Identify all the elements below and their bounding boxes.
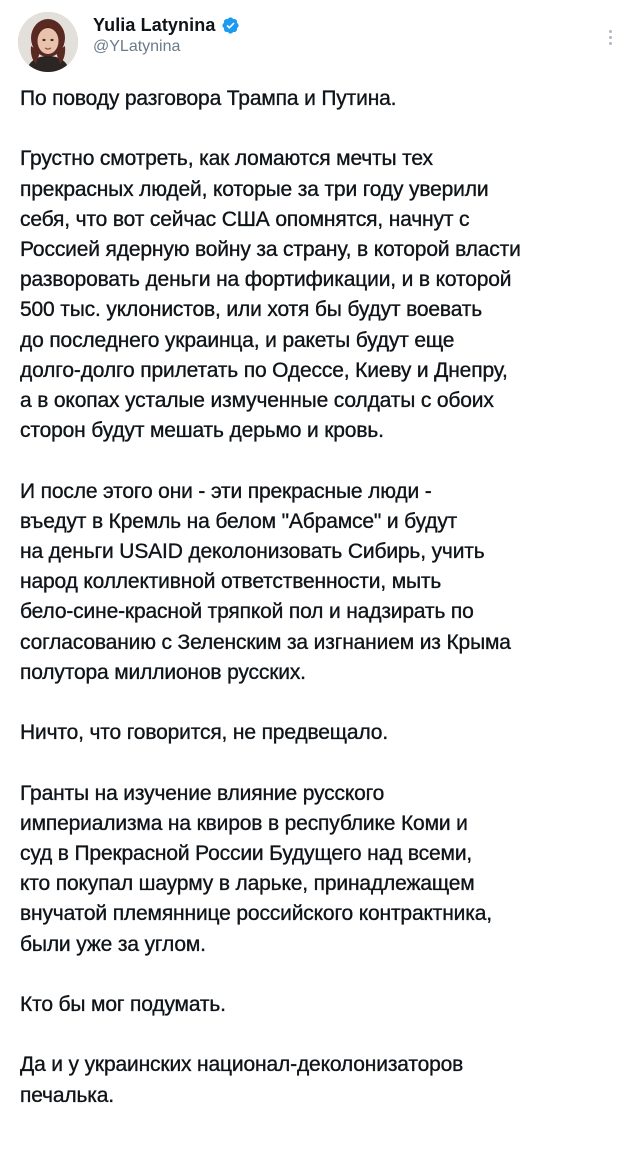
author-handle[interactable]: @YLatynina — [93, 37, 181, 55]
tweet-line: 500 тыс. уклонистов, или хотя бы будут воевать — [20, 298, 483, 322]
tweet-paragraph — [20, 144, 620, 446]
tweet-line: кто покупал шаурму в ларьке, принадлежащем — [20, 872, 475, 896]
tweet-line: до последнего украинца, и ракеты будут еще — [20, 328, 455, 352]
tweet-line: Ничто, что говорится, не предвещало. — [20, 721, 389, 745]
tweet-paragraph — [20, 477, 620, 688]
tweet-line: И после этого они - эти прекрасные люди - — [20, 479, 432, 503]
author-identity — [93, 15, 240, 56]
tweet-line: а в окопах усталые измученные солдаты с обоих — [20, 389, 494, 413]
tweet-line: прекрасных людей, которые за три году уверили — [20, 177, 489, 201]
avatar[interactable] — [18, 12, 78, 72]
tweet-line: были уже за углом. — [20, 932, 206, 956]
tweet-line: внучатой племяннице российского контрактника, — [20, 902, 492, 926]
tweet-paragraph — [20, 779, 620, 960]
tweet-line: печалька. — [20, 1083, 114, 1107]
tweet-line: Грустно смотреть, как ломаются мечты тех — [20, 147, 433, 171]
tweet-line: Гранты на изучение влияние русского — [20, 781, 385, 805]
tweet-line: въедут в Кремль на белом "Абрамсе" и будут — [20, 509, 458, 533]
tweet-line: суд в Прекрасной России Будущего над всеми, — [20, 842, 473, 866]
verified-badge-icon — [221, 16, 240, 35]
tweet-line: на деньги USAID деколонизовать Сибирь, учить — [20, 540, 485, 564]
tweet-line: полутора миллионов русских. — [20, 660, 306, 684]
tweet-line: согласованию с Зеленским за изгнанием из Крыма — [20, 630, 511, 654]
tweet-header — [18, 10, 626, 74]
tweet-line: народ коллективной ответственности, мыть — [20, 570, 442, 594]
tweet-line: бело-сине-красной тряпкой пол и надзирать по — [20, 600, 474, 624]
tweet-line: себя, что вот сейчас США опомнятся, начнут с — [20, 207, 470, 231]
tweet-line: По поводу разговора Трампа и Путина. — [20, 87, 397, 110]
tweet-line: Кто бы мог подумать. — [20, 993, 226, 1017]
tweet-line: долго-долго прилетать по Одессе, Киеву и Днепру, — [20, 358, 508, 382]
tweet-line: Россией ядерную войну за страну, в которой власти — [20, 238, 521, 261]
tweet-paragraph — [20, 990, 620, 1020]
more-options-icon[interactable] — [600, 24, 620, 50]
name-row — [93, 15, 240, 36]
tweet-paragraph — [20, 84, 620, 114]
author-display-name[interactable]: Yulia Latynina — [93, 14, 216, 35]
tweet-paragraph — [20, 718, 620, 748]
tweet-paragraph — [20, 1050, 620, 1110]
tweet-line: империализма на квиров в республике Коми и — [20, 811, 468, 835]
avatar-photo-icon — [18, 12, 78, 72]
tweet-text — [20, 84, 620, 1141]
tweet-line: Да и у украинских национал-деколонизаторов — [20, 1053, 464, 1077]
tweet-line: разворовать деньги на фортификации, и в которой — [20, 268, 512, 292]
tweet-line: сторон будут мешать дерьмо и кровь. — [20, 419, 384, 443]
